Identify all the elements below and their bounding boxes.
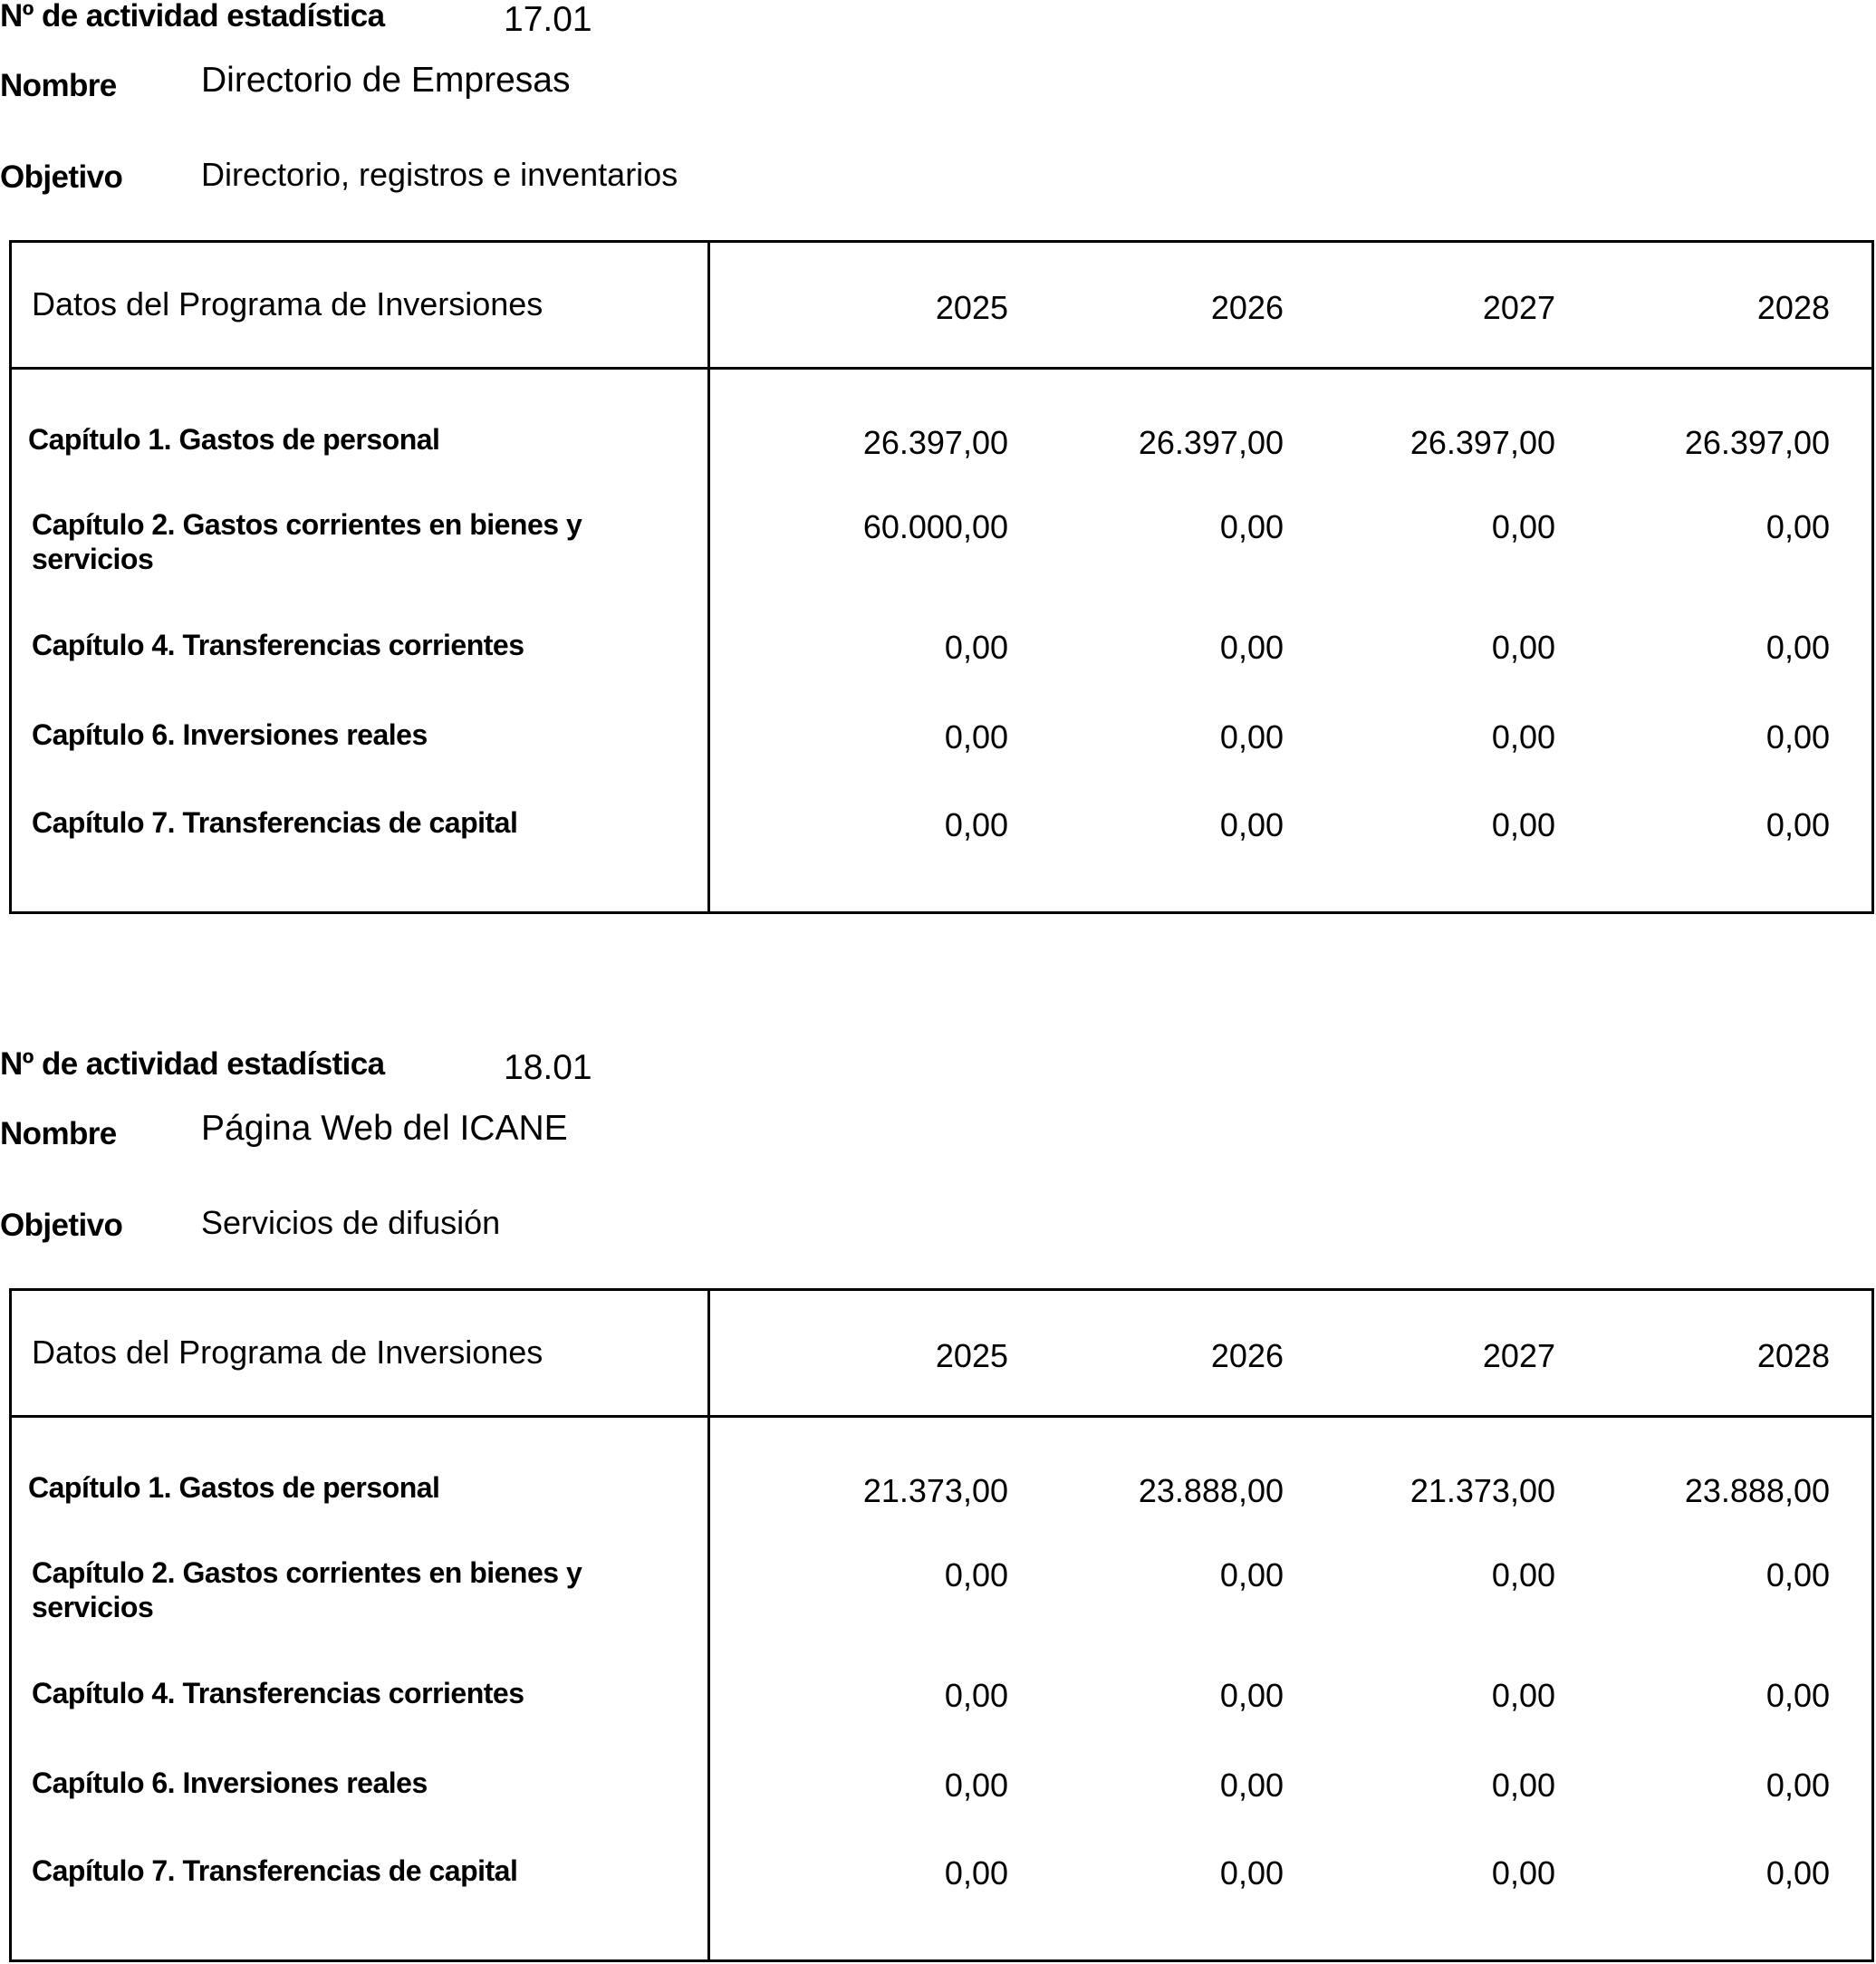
table-row-label: Capítulo 7. Transferencias de capital: [32, 806, 518, 839]
year-header-2026: 2026: [1210, 289, 1284, 326]
table-header-title: Datos del Programa de Inversiones: [32, 1333, 544, 1371]
name-value: Página Web del ICANE: [201, 1109, 568, 1148]
table-cell: 0,00: [1491, 1556, 1555, 1593]
table-row-label: Capítulo 7. Transferencias de capital: [32, 1854, 518, 1887]
year-header-2027: 2027: [1482, 289, 1555, 326]
investment-table: [9, 1288, 1874, 1962]
table-cell: 0,00: [1219, 1854, 1284, 1892]
table-cell: 0,00: [1219, 1767, 1284, 1804]
table-cell: 26.397,00: [1138, 424, 1284, 461]
year-header-2026: 2026: [1210, 1337, 1284, 1374]
year-header-2025: 2025: [935, 1337, 1008, 1374]
table-cell: 0,00: [1765, 508, 1830, 545]
table-cell: 0,00: [1491, 806, 1555, 843]
objective-value: Directorio, registros e inventarios: [201, 156, 678, 193]
table-header-title: Datos del Programa de Inversiones: [32, 285, 544, 323]
table-row-label: Capítulo 4. Transferencias corrientes: [32, 629, 524, 661]
table-cell: 0,00: [1491, 1854, 1555, 1892]
name-value: Directorio de Empresas: [201, 61, 571, 100]
table-cell: 60.000,00: [862, 508, 1008, 545]
table-cell: 0,00: [1491, 718, 1555, 756]
table-cell: 0,00: [944, 1677, 1008, 1714]
objective-value: Servicios de difusión: [201, 1204, 501, 1241]
table-header-divider: [12, 367, 1871, 370]
year-header-2027: 2027: [1482, 1337, 1555, 1374]
table-cell: 0,00: [1765, 718, 1830, 756]
table-cell: 0,00: [1765, 806, 1830, 843]
table-row-label: Capítulo 2. Gastos corrientes en bienes y servicios: [32, 1556, 582, 1623]
table-cell: 21.373,00: [1409, 1472, 1555, 1509]
table-row-label: Capítulo 6. Inversiones reales: [32, 1767, 428, 1799]
table-cell: 0,00: [1219, 1556, 1284, 1593]
name-label: Nombre: [0, 68, 117, 103]
activity-section-1701: [0, 0, 1876, 915]
table-column-divider: [707, 243, 710, 911]
table-cell: 0,00: [1219, 629, 1284, 666]
table-cell: 0,00: [1765, 1556, 1830, 1593]
table-cell: 26.397,00: [1684, 424, 1830, 461]
table-cell: 21.373,00: [862, 1472, 1008, 1509]
table-cell: 0,00: [1765, 1854, 1830, 1892]
activity-number-value: 18.01: [504, 1048, 592, 1087]
activity-number-label: Nº de actividad estadística: [0, 1046, 385, 1082]
objective-label: Objetivo: [0, 1208, 123, 1243]
year-header-2028: 2028: [1756, 289, 1830, 326]
objective-label: Objetivo: [0, 159, 123, 195]
table-row-label: Capítulo 2. Gastos corrientes en bienes y servicios: [32, 508, 582, 575]
table-cell: 0,00: [1219, 1677, 1284, 1714]
table-cell: 26.397,00: [1409, 424, 1555, 461]
table-cell: 0,00: [944, 629, 1008, 666]
table-row-label: Capítulo 6. Inversiones reales: [32, 718, 428, 751]
table-cell: 0,00: [944, 1767, 1008, 1804]
table-cell: 0,00: [944, 1556, 1008, 1593]
table-cell: 0,00: [944, 1854, 1008, 1892]
table-cell: 0,00: [944, 806, 1008, 843]
year-header-2028: 2028: [1756, 1337, 1830, 1374]
table-row-label: Capítulo 1. Gastos de personal: [28, 1471, 440, 1504]
table-row-label: Capítulo 1. Gastos de personal: [28, 423, 440, 456]
table-cell: 0,00: [944, 718, 1008, 756]
table-cell: 0,00: [1491, 1767, 1555, 1804]
table-cell: 0,00: [1491, 629, 1555, 666]
activity-section-1801: [0, 1048, 1876, 1963]
activity-number-value: 17.01: [504, 0, 592, 39]
table-header-divider: [12, 1415, 1871, 1418]
table-cell: 23.888,00: [1684, 1472, 1830, 1509]
investment-table: [9, 240, 1874, 914]
activity-number-label: Nº de actividad estadística: [0, 0, 385, 34]
table-cell: 26.397,00: [862, 424, 1008, 461]
name-label: Nombre: [0, 1116, 117, 1151]
year-header-2025: 2025: [935, 289, 1008, 326]
table-column-divider: [707, 1291, 710, 1959]
table-cell: 0,00: [1219, 718, 1284, 756]
table-cell: 0,00: [1765, 629, 1830, 666]
table-cell: 0,00: [1765, 1677, 1830, 1714]
table-cell: 0,00: [1765, 1767, 1830, 1804]
table-cell: 0,00: [1219, 508, 1284, 545]
table-row-label: Capítulo 4. Transferencias corrientes: [32, 1677, 524, 1709]
table-cell: 0,00: [1219, 806, 1284, 843]
table-cell: 23.888,00: [1138, 1472, 1284, 1509]
table-cell: 0,00: [1491, 1677, 1555, 1714]
table-cell: 0,00: [1491, 508, 1555, 545]
